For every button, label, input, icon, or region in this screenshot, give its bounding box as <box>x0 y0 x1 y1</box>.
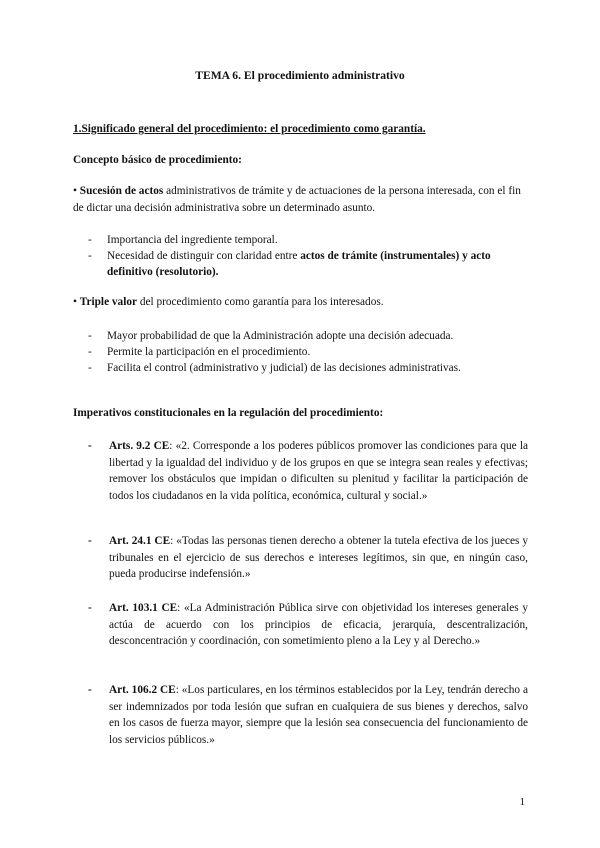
subheading-imperativos: Imperativos constitucionales en la regulación del procedimiento: <box>73 407 384 419</box>
dash-marker: - <box>88 602 92 614</box>
section-heading-significado: 1.Significado general del procedimiento: el procedimiento como garantía. <box>73 123 426 135</box>
list-item <box>88 328 528 344</box>
article-label: Art. 24.1 CE <box>109 535 171 547</box>
article-text: : «Los particulares, en los términos establecidos por la Ley, tendrán derecho a ser indemnizados por toda lesión que sufran en cualquiera de sus bienes y derechos, salvo en los casos de fuerza mayor, siempre que la lesión sea consecuencia del funcionamiento de los servicios públicos.» <box>109 684 528 746</box>
document-title: TEMA 6. El procedimiento administrativo <box>195 69 405 82</box>
article-text: : «La Administración Pública sirve con objetividad los intereses generales y actúa de acuerdo con los principios de eficacia, jerarquía, descentralización, desconcentración y coordinación, con sometimiento pleno a la Ley y al Derecho.» <box>109 602 528 648</box>
list-item <box>88 682 528 748</box>
dash-marker: - <box>88 362 92 374</box>
article-item <box>88 600 528 650</box>
list-item <box>88 248 528 280</box>
bold-term-triple: Triple valor <box>79 296 138 308</box>
dash-marker: - <box>88 250 92 262</box>
bullet-glyph: • <box>73 185 77 197</box>
bold-term-actos: actos de trámite (instrumentales) y acto definitivo (resolutorio). <box>107 250 491 278</box>
article-label: Art. 106.2 CE <box>109 684 176 696</box>
list-item-text: Permite la participación en el procedimiento. <box>107 346 311 358</box>
article-label: Arts. 9.2 CE <box>109 440 170 452</box>
dash-marker: - <box>88 330 92 342</box>
list-item <box>88 533 528 583</box>
dash-marker: - <box>88 535 92 547</box>
dash-marker: - <box>88 684 92 696</box>
list-procedure-aspects <box>88 232 528 280</box>
list-item <box>88 438 528 504</box>
list-item-text: Importancia del ingrediente temporal. <box>107 234 278 246</box>
paragraph-triple-valor <box>73 294 528 311</box>
article-text: : «Todas las personas tienen derecho a obtener la tutela efectiva de los jueces y tribunales en el ejercicio de sus derechos e intereses legítimos, sin que, en ningún caso, pueda producirse indefensión.» <box>109 535 529 581</box>
article-item <box>88 682 528 748</box>
article-item <box>88 438 528 504</box>
paragraph-text: administrativos de trámite y de actuaciones de la persona interesada, con el fin de dictar una decisión administrativa sobre un determinado asunto. <box>73 185 521 214</box>
paragraph-text: del procedimiento como garantía para los interesados. <box>137 296 384 308</box>
list-item <box>88 344 528 360</box>
dash-marker: - <box>88 440 92 452</box>
bullet-glyph: • <box>73 296 77 308</box>
list-item <box>88 360 528 376</box>
list-item <box>88 600 528 650</box>
article-item <box>88 533 528 583</box>
dash-marker: - <box>88 234 92 246</box>
list-item-text: Facilita el control (administrativo y judicial) de las decisiones administrativas. <box>107 362 461 374</box>
list-item <box>88 232 528 248</box>
list-item-text: Necesidad de distinguir con claridad entre <box>107 250 301 262</box>
article-label: Art. 103.1 CE <box>109 602 178 614</box>
paragraph-sucesion <box>73 183 528 217</box>
subheading-concepto: Concepto básico de procedimiento: <box>73 154 242 166</box>
article-text: : «2. Corresponde a los poderes públicos promover las condiciones para que la libertad y la igualdad del individuo y de los grupos en que se integra sean reales y efectivas; remover los obstáculos que impidan o dificulten su plenitud y facilitar la participación de todos los ciudadanos en la vida política, económica, cultural y social.» <box>109 440 528 502</box>
bold-term-sucesion: Sucesión de actos <box>79 185 164 197</box>
list-guarantees <box>88 328 528 376</box>
dash-marker: - <box>88 346 92 358</box>
list-item-text: Mayor probabilidad de que la Administración adopte una decisión adecuada. <box>107 330 454 342</box>
page-number: 1 <box>519 796 525 808</box>
